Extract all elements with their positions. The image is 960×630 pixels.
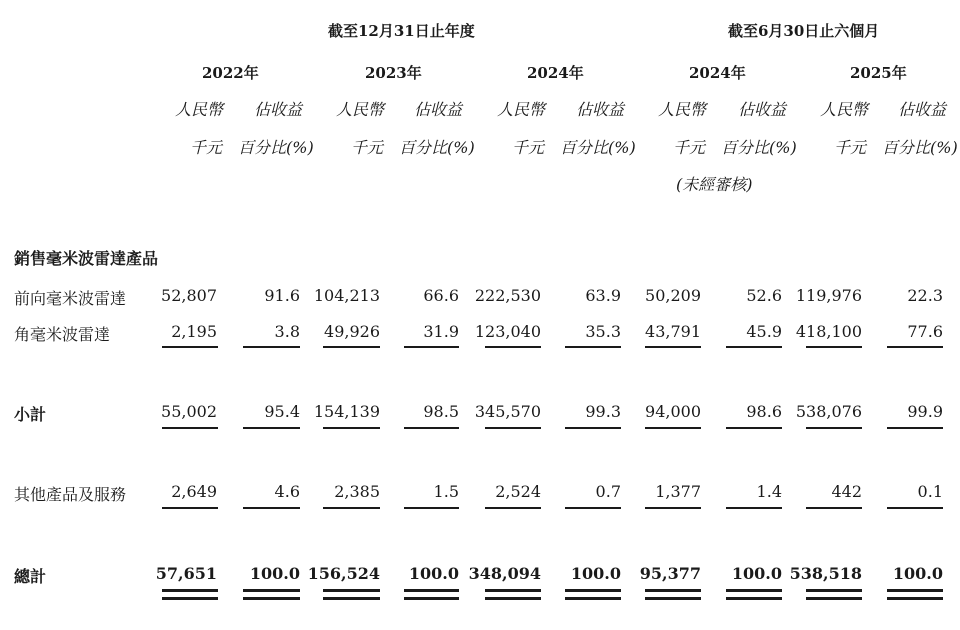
column-rule [726,507,782,509]
unit-pct-bottom: 百分比(%) [560,138,636,157]
total-double-rule [645,589,701,592]
column-rule [645,346,701,348]
column-rule [323,507,380,509]
cell-value: 442 [831,482,862,501]
column-rule [565,427,621,429]
cell-value: 3.8 [274,322,300,341]
year-header-2024-h1: 2024年 [689,64,746,82]
column-rule [806,346,862,348]
total-double-rule [887,589,943,592]
column-rule [162,427,218,429]
total-double-rule [243,589,300,592]
cell-value: 49,926 [324,322,380,341]
cell-value: 0.1 [917,482,943,501]
unit-currency-bottom: 千元 [190,138,223,157]
cell-value: 98.5 [423,402,459,421]
cell-value: 123,040 [474,322,541,341]
cell-value: 52,807 [161,286,217,305]
cell-value: 100.0 [892,564,943,583]
cell-value: 45.9 [746,322,782,341]
column-rule [887,346,943,348]
total-double-rule [565,597,621,600]
cell-value: 348,094 [468,564,541,583]
column-rule [565,346,621,348]
unit-pct-top: 佔收益 [254,100,303,119]
year-header-2024: 2024年 [527,64,584,82]
cell-value: 4.6 [274,482,300,501]
unit-currency-top: 人民幣 [658,100,707,119]
total-double-rule [323,589,380,592]
cell-value: 98.6 [746,402,782,421]
unit-currency-top: 人民幣 [336,100,385,119]
cell-value: 50,209 [645,286,701,305]
cell-value: 154,139 [313,402,380,421]
period-header-year-end: 截至12月31日止年度 [328,22,475,40]
unit-currency-bottom: 千元 [351,138,384,157]
cell-value: 2,195 [171,322,217,341]
column-rule [323,346,380,348]
column-rule [726,346,782,348]
cell-value: 100.0 [249,564,300,583]
total-double-rule [887,597,943,600]
total-double-rule [806,589,862,592]
column-rule [243,507,300,509]
unaudited-note: (未經審核) [676,175,753,194]
column-rule [485,427,541,429]
unit-currency-top: 人民幣 [820,100,869,119]
cell-value: 538,076 [795,402,862,421]
cell-value: 77.6 [907,322,943,341]
cell-value: 2,385 [334,482,380,501]
unit-pct-top: 佔收益 [414,100,463,119]
cell-value: 43,791 [645,322,701,341]
cell-value: 22.3 [907,286,943,305]
column-rule [645,427,701,429]
column-rule [887,507,943,509]
unit-currency-bottom: 千元 [512,138,545,157]
unit-currency-bottom: 千元 [673,138,706,157]
cell-value: 57,651 [155,564,217,583]
unit-pct-bottom: 百分比(%) [882,138,958,157]
unit-pct-bottom: 百分比(%) [399,138,475,157]
column-rule [726,427,782,429]
column-rule [243,427,300,429]
total-double-rule [323,597,380,600]
total-double-rule [485,597,541,600]
cell-value: 104,213 [313,286,380,305]
column-rule [565,507,621,509]
row-label-total: 總計 [14,567,47,586]
cell-value: 222,530 [474,286,541,305]
cell-value: 2,524 [495,482,541,501]
column-rule [404,427,459,429]
column-rule [645,507,701,509]
column-rule [485,346,541,348]
cell-value: 35.3 [585,322,621,341]
cell-value: 55,002 [161,402,217,421]
unit-pct-top: 佔收益 [576,100,625,119]
column-rule [806,507,862,509]
total-double-rule [485,589,541,592]
unit-currency-bottom: 千元 [834,138,867,157]
cell-value: 100.0 [570,564,621,583]
cell-value: 100.0 [408,564,459,583]
column-rule [806,427,862,429]
unit-currency-top: 人民幣 [497,100,546,119]
column-rule [404,507,459,509]
unit-pct-bottom: 百分比(%) [238,138,314,157]
cell-value: 95.4 [264,402,300,421]
column-rule [243,346,300,348]
total-double-rule [162,589,218,592]
column-rule [162,346,218,348]
total-double-rule [565,589,621,592]
unit-pct-bottom: 百分比(%) [721,138,797,157]
cell-value: 100.0 [731,564,782,583]
total-double-rule [404,589,459,592]
cell-value: 95,377 [639,564,701,583]
cell-value: 1.4 [756,482,782,501]
cell-value: 1,377 [655,482,701,501]
total-double-rule [726,597,782,600]
cell-value: 0.7 [595,482,621,501]
cell-value: 52.6 [746,286,782,305]
cell-value: 538,518 [789,564,862,583]
cell-value: 31.9 [423,322,459,341]
cell-value: 99.9 [907,402,943,421]
unit-currency-top: 人民幣 [175,100,224,119]
cell-value: 418,100 [795,322,862,341]
row-label-corner-radar: 角毫米波雷達 [14,325,111,344]
row-label-other-products: 其他產品及服務 [14,485,127,504]
total-double-rule [645,597,701,600]
column-rule [323,427,380,429]
cell-value: 94,000 [645,402,701,421]
cell-value: 91.6 [264,286,300,305]
year-header-2025-h1: 2025年 [850,64,907,82]
column-rule [404,346,459,348]
total-double-rule [806,597,862,600]
cell-value: 66.6 [423,286,459,305]
column-rule [162,507,218,509]
row-label-subtotal: 小計 [14,405,47,424]
cell-value: 1.5 [433,482,459,501]
period-header-six-months: 截至6月30日止六個月 [728,22,880,40]
section-title: 銷售毫米波雷達產品 [14,249,159,268]
total-double-rule [243,597,300,600]
total-double-rule [162,597,218,600]
cell-value: 345,570 [474,402,541,421]
unit-pct-top: 佔收益 [898,100,947,119]
row-label-front-radar: 前向毫米波雷達 [14,289,127,308]
column-rule [887,427,943,429]
column-rule [485,507,541,509]
unit-pct-top: 佔收益 [738,100,787,119]
year-header-2023: 2023年 [365,64,422,82]
cell-value: 99.3 [585,402,621,421]
total-double-rule [404,597,459,600]
year-header-2022: 2022年 [202,64,259,82]
cell-value: 156,524 [307,564,380,583]
cell-value: 119,976 [795,286,862,305]
cell-value: 63.9 [585,286,621,305]
cell-value: 2,649 [171,482,217,501]
total-double-rule [726,589,782,592]
